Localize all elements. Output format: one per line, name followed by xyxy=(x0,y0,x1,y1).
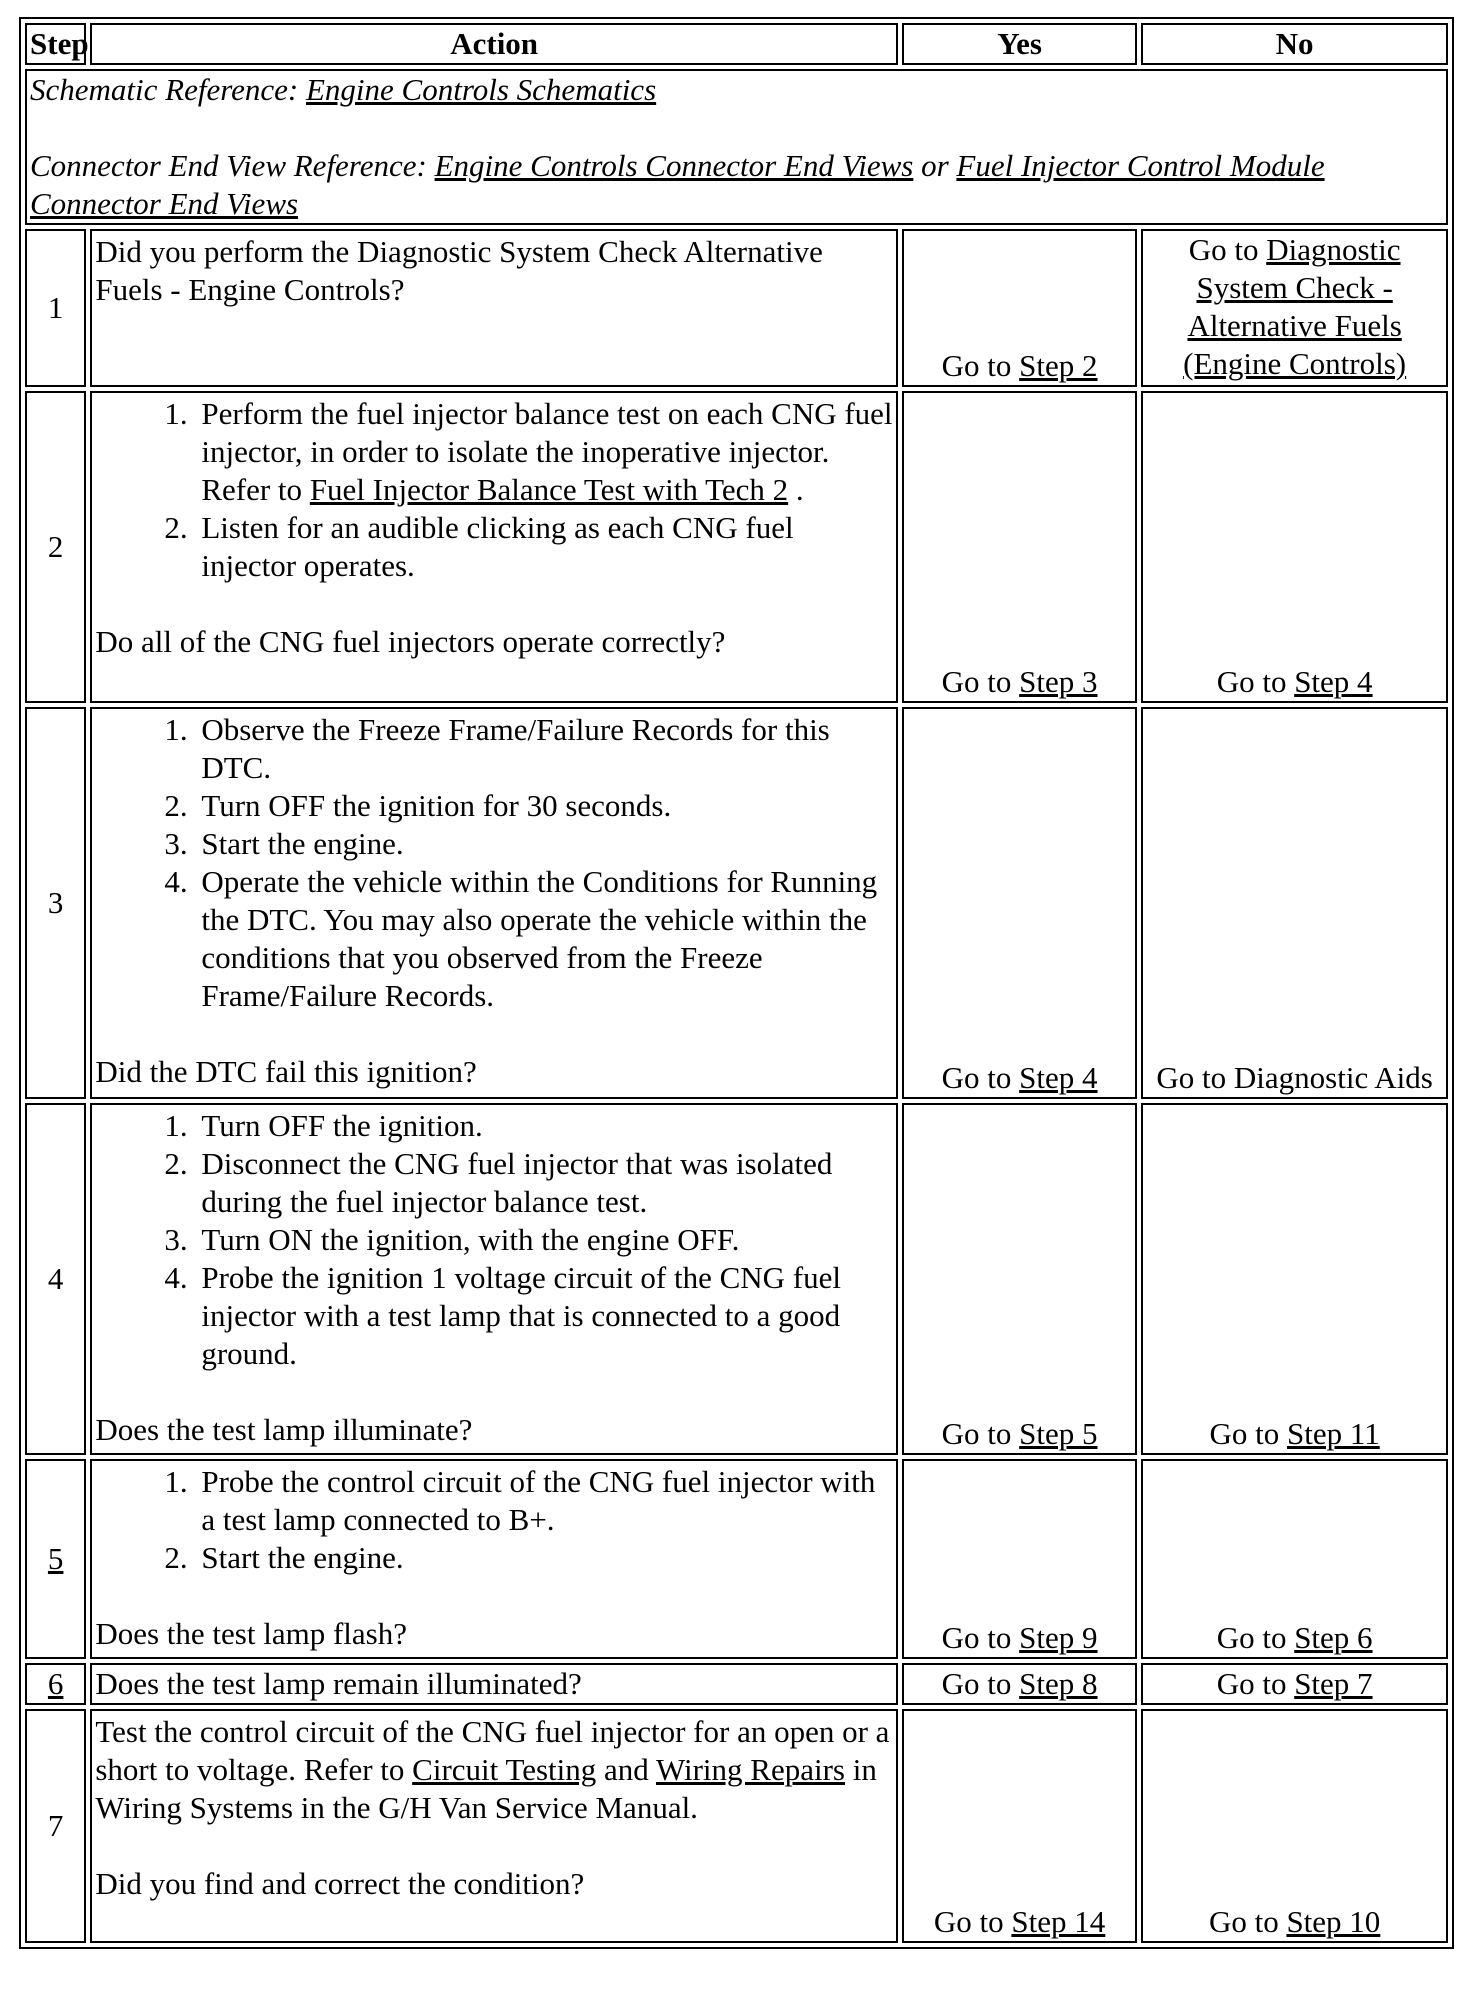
no-prefix: Go to xyxy=(1209,1416,1288,1451)
no-cell xyxy=(1141,1663,1448,1705)
no-prefix: Go to xyxy=(1216,1666,1295,1701)
yes-cell xyxy=(902,1663,1137,1705)
yes-cell xyxy=(902,1709,1137,1943)
reference-cell xyxy=(25,69,1448,225)
list-item: 1. Observe the Freeze Frame/Failure Records for this DTC. xyxy=(195,711,893,787)
step-row-7 xyxy=(25,1709,1448,1943)
step-row-6 xyxy=(25,1663,1448,1705)
balance-test-link[interactable]: Fuel Injector Balance Test with Tech 2 xyxy=(309,472,789,507)
yes-cell xyxy=(902,229,1137,387)
action-list xyxy=(95,395,893,585)
question-text: Did you find and correct the condition? xyxy=(95,1866,585,1901)
schematic-link[interactable]: Engine Controls Schematics xyxy=(305,72,657,107)
yes-link[interactable]: Step 5 xyxy=(1019,1416,1098,1451)
no-cell xyxy=(1141,1103,1448,1455)
action-list xyxy=(95,1463,893,1577)
yes-link[interactable]: Step 9 xyxy=(1019,1620,1098,1655)
question-text: Does the test lamp flash? xyxy=(95,1616,407,1651)
yes-link[interactable]: Step 8 xyxy=(1019,1666,1098,1701)
step-number: 7 xyxy=(25,1709,86,1943)
question-text: Did the DTC fail this ignition? xyxy=(95,1054,477,1089)
list-item-text: Perform the fuel injector balance test on each CNG fuel injector, in order to isolate the inoperative injector. Refer to xyxy=(201,396,893,507)
no-cell xyxy=(1141,229,1448,387)
step-number-link[interactable] xyxy=(25,1459,86,1659)
list-item: 4. Operate the vehicle within the Conditions for Running the DTC. You may also operate the vehicle within the conditions that you observed from the Freeze Frame/Failure Records. xyxy=(195,863,893,1015)
diagnostic-table xyxy=(19,17,1454,1949)
yes-prefix: Go to xyxy=(933,1904,1012,1939)
step-number: 4 xyxy=(25,1103,86,1455)
no-cell xyxy=(1141,391,1448,703)
list-item: 2. Disconnect the CNG fuel injector that was isolated during the fuel injector balance test. xyxy=(195,1145,893,1221)
list-item: 4. Probe the ignition 1 voltage circuit of the CNG fuel injector with a test lamp that is connected to a good ground. xyxy=(195,1259,893,1373)
step-row-2 xyxy=(25,391,1448,703)
circuit-testing-link[interactable]: Circuit Testing xyxy=(412,1752,597,1787)
action-text: Did you perform the Diagnostic System Check Alternative Fuels - Engine Controls? xyxy=(95,234,823,307)
list-item: 2. Start the engine. xyxy=(195,1539,893,1577)
question-text: Does the test lamp illuminate? xyxy=(95,1412,473,1447)
action-text: Does the test lamp remain illuminated? xyxy=(95,1666,582,1701)
no-link[interactable]: Step 7 xyxy=(1294,1666,1373,1701)
yes-prefix: Go to xyxy=(941,348,1020,383)
connector-reference-label: Connector End View Reference: xyxy=(30,148,435,183)
list-item: 1. Turn OFF the ignition. xyxy=(195,1107,893,1145)
header-action: Action xyxy=(90,23,898,65)
header-yes: Yes xyxy=(902,23,1137,65)
action-text-part: in Wiring Systems in the G/H Van Service Manual. xyxy=(95,1752,877,1825)
step-link[interactable]: 6 xyxy=(47,1666,64,1701)
no-link[interactable]: Step 10 xyxy=(1286,1904,1381,1939)
action-cell xyxy=(90,1663,898,1705)
action-cell xyxy=(90,1103,898,1455)
no-prefix: Go to xyxy=(1208,1904,1287,1939)
step-number: 2 xyxy=(25,391,86,703)
no-link[interactable]: Step 6 xyxy=(1294,1620,1373,1655)
action-cell xyxy=(90,1459,898,1659)
action-cell xyxy=(90,1709,898,1943)
action-cell xyxy=(90,707,898,1099)
no-prefix: Go to xyxy=(1188,232,1267,267)
yes-cell xyxy=(902,391,1137,703)
yes-prefix: Go to xyxy=(941,1060,1020,1095)
yes-link[interactable]: Step 2 xyxy=(1019,348,1098,383)
header-no: No xyxy=(1141,23,1448,65)
question-text: Do all of the CNG fuel injectors operate correctly? xyxy=(95,624,726,659)
action-list xyxy=(95,1107,893,1373)
action-list xyxy=(95,711,893,1015)
no-link[interactable]: Step 4 xyxy=(1294,664,1373,699)
connector-link-engine[interactable]: Engine Controls Connector End Views xyxy=(434,148,914,183)
step-number: 3 xyxy=(25,707,86,1099)
step-row-1 xyxy=(25,229,1448,387)
yes-link[interactable]: Step 14 xyxy=(1011,1904,1106,1939)
yes-link[interactable]: Step 3 xyxy=(1019,664,1098,699)
yes-cell xyxy=(902,1459,1137,1659)
step-row-5 xyxy=(25,1459,1448,1659)
no-cell xyxy=(1141,707,1448,1099)
action-cell xyxy=(90,391,898,703)
list-item-suffix: . xyxy=(788,472,804,507)
action-text-part: Test the control circuit of the CNG fuel injector for an open or a short to voltage. Refer to xyxy=(95,1714,890,1787)
connector-link-injector-module[interactable]: Fuel Injector Control Module Connector End Views xyxy=(30,148,1325,221)
yes-prefix: Go to xyxy=(941,1666,1020,1701)
yes-link[interactable]: Step 4 xyxy=(1019,1060,1098,1095)
action-text-part: and xyxy=(596,1752,656,1787)
list-item xyxy=(195,395,893,509)
no-cell xyxy=(1141,1459,1448,1659)
list-item: 1. Probe the control circuit of the CNG fuel injector with a test lamp connected to B+. xyxy=(195,1463,893,1539)
reference-row xyxy=(25,69,1448,225)
step-number: 1 xyxy=(25,229,86,387)
schematic-reference-label: Schematic Reference: xyxy=(30,72,306,107)
yes-prefix: Go to xyxy=(941,664,1020,699)
action-cell xyxy=(90,229,898,387)
no-link[interactable]: Step 11 xyxy=(1287,1416,1380,1451)
no-prefix: Go to xyxy=(1216,664,1295,699)
header-row xyxy=(25,23,1448,65)
step-number-link[interactable] xyxy=(25,1663,86,1705)
list-item: 3. Turn ON the ignition, with the engine OFF. xyxy=(195,1221,893,1259)
no-text: Go to Diagnostic Aids xyxy=(1156,1060,1433,1095)
yes-cell xyxy=(902,707,1137,1099)
no-link[interactable]: Diagnostic System Check - Alternative Fuels (Engine Controls) xyxy=(1183,232,1407,381)
list-item: 3. Start the engine. xyxy=(195,825,893,863)
no-cell xyxy=(1141,1709,1448,1943)
action-text xyxy=(95,1713,893,1827)
schematic-reference xyxy=(30,71,1443,109)
step-link[interactable]: 5 xyxy=(47,1541,64,1576)
no-prefix: Go to xyxy=(1216,1620,1295,1655)
yes-prefix: Go to xyxy=(941,1416,1020,1451)
yes-cell xyxy=(902,1103,1137,1455)
header-step: Step xyxy=(25,23,86,65)
connector-or: or xyxy=(913,148,957,183)
list-item: 2. Listen for an audible clicking as each CNG fuel injector operates. xyxy=(195,509,893,585)
step-row-4 xyxy=(25,1103,1448,1455)
wiring-repairs-link[interactable]: Wiring Repairs xyxy=(655,1752,845,1787)
list-item: 2. Turn OFF the ignition for 30 seconds. xyxy=(195,787,893,825)
step-row-3 xyxy=(25,707,1448,1099)
yes-prefix: Go to xyxy=(941,1620,1020,1655)
connector-reference xyxy=(30,147,1443,223)
